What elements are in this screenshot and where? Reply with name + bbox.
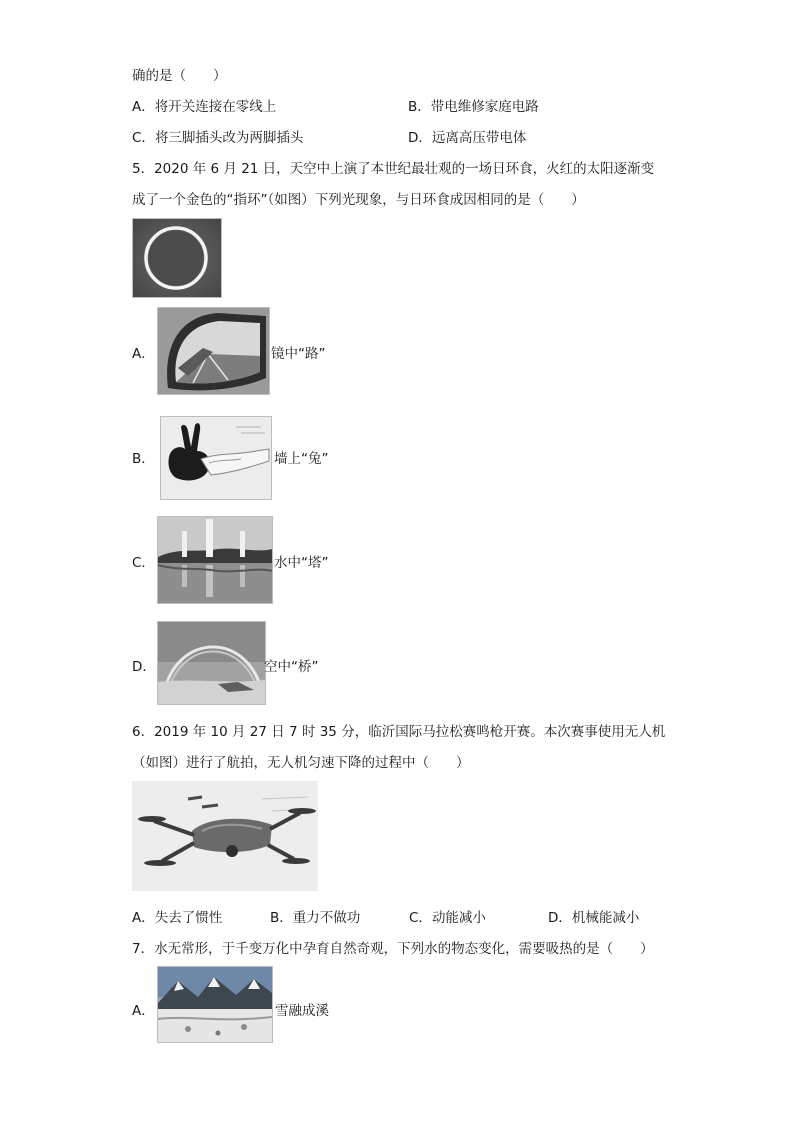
q6-option-d bbox=[548, 908, 639, 928]
q4-option-b bbox=[408, 97, 539, 117]
q7-option-a-letter: A． bbox=[132, 1003, 155, 1019]
q5-option-d-letter: D． bbox=[132, 659, 156, 675]
q6-option-letter: D． bbox=[548, 910, 572, 926]
pagoda-reflection-image bbox=[157, 516, 273, 604]
q5-option-c-letter: C． bbox=[132, 555, 155, 571]
q7-option-a-caption: 雪融成溪 bbox=[275, 1003, 329, 1019]
q6-option-b bbox=[270, 908, 360, 928]
q6-option-c bbox=[409, 908, 486, 928]
q5-option-a-letter: A． bbox=[132, 346, 155, 362]
q4-option-text: 远离高压带电体 bbox=[431, 130, 527, 146]
q7-stem-line1: 7．水无常形，于千变万化中孕育自然奇观，下列水的物态变化，需要吸热的是（ ） bbox=[132, 941, 654, 957]
q5-option-a-caption: 镜中“路” bbox=[271, 346, 326, 362]
q5-stem-line1: 5．2020 年 6 月 21 日，天空中上演了本世纪最壮观的一场日环食，火红的太阳逐渐变 bbox=[132, 161, 655, 177]
q4-option-letter: A． bbox=[132, 99, 155, 115]
side-mirror-image bbox=[157, 307, 270, 395]
rainbow-image bbox=[157, 621, 266, 705]
snowmelt-stream-image bbox=[157, 966, 273, 1043]
q6-option-letter: B． bbox=[270, 910, 293, 926]
q6-stem-line1: 6．2019 年 10 月 27 日 7 时 35 分，临沂国际马拉松赛鸣枪开赛。本次赛事使用无人机 bbox=[132, 724, 666, 740]
q4-option-text: 将三脚插头改为两脚插头 bbox=[154, 130, 304, 146]
q5-option-d-caption: 空中“桥” bbox=[264, 659, 319, 675]
q4-option-a bbox=[132, 97, 276, 117]
q4-stem-tail: 确的是（ ） bbox=[132, 68, 227, 84]
q6-stem-line2: （如图）进行了航拍，无人机匀速下降的过程中（ ） bbox=[132, 755, 470, 771]
drone-image bbox=[132, 781, 318, 891]
q6-option-text: 失去了惯性 bbox=[154, 910, 223, 926]
q5-option-c-caption: 水中“塔” bbox=[274, 555, 329, 571]
q6-option-text: 机械能减小 bbox=[571, 910, 640, 926]
q4-option-letter: C． bbox=[132, 130, 155, 146]
q4-option-text: 将开关连接在零线上 bbox=[154, 99, 277, 115]
q6-option-text: 重力不做功 bbox=[292, 910, 361, 926]
q6-option-a bbox=[132, 908, 222, 928]
q4-option-text: 带电维修家庭电路 bbox=[430, 99, 539, 115]
q4-option-letter: D． bbox=[408, 130, 432, 146]
annular-eclipse-image bbox=[132, 218, 222, 298]
hand-shadow-rabbit-image bbox=[160, 416, 272, 500]
q4-option-d bbox=[408, 128, 526, 148]
q5-stem-line2: 成了一个金色的“指环”（如图）下列光现象，与日环食成因相同的是（ ） bbox=[132, 192, 585, 208]
q5-option-b-caption: 墙上“兔” bbox=[274, 451, 329, 467]
q4-option-letter: B． bbox=[408, 99, 431, 115]
q6-option-text: 动能减小 bbox=[431, 910, 486, 926]
q4-option-c bbox=[132, 128, 303, 148]
q5-option-b-letter: B． bbox=[132, 451, 155, 467]
q6-option-letter: A． bbox=[132, 910, 155, 926]
q6-option-letter: C． bbox=[409, 910, 432, 926]
